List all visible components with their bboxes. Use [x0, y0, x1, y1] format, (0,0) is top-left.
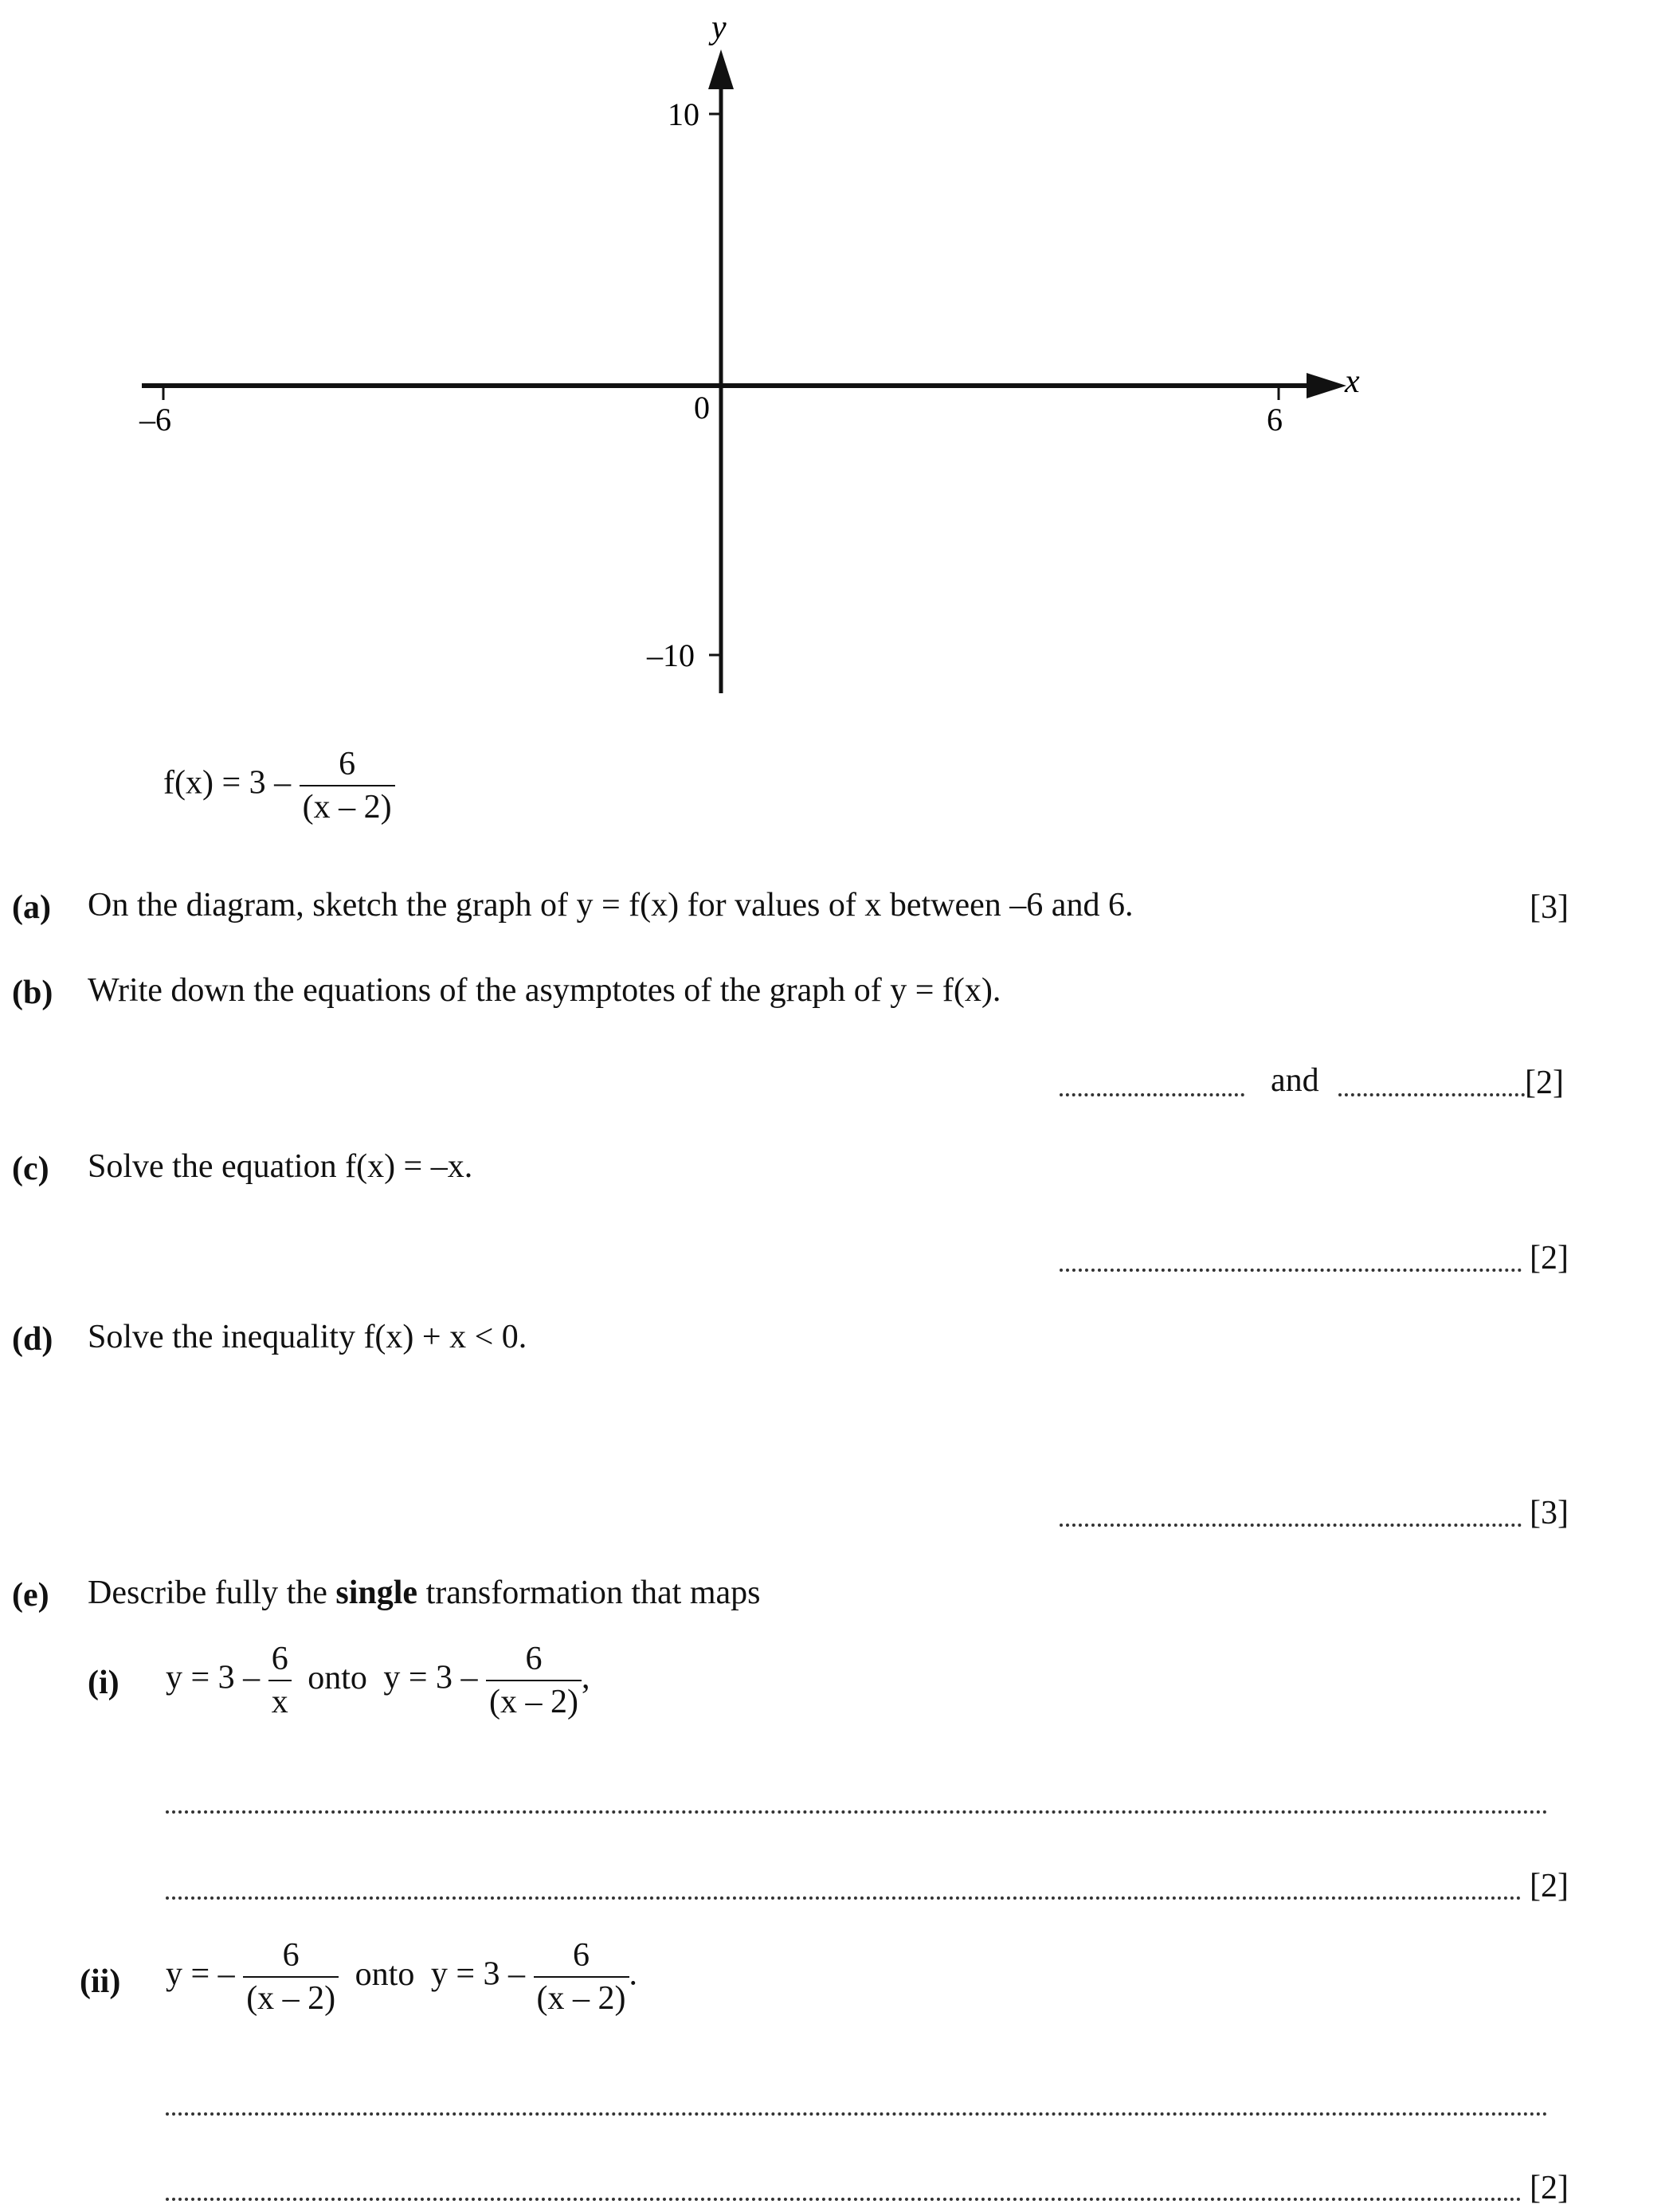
x-axis-label: x — [1345, 363, 1360, 400]
e-ii-lhs-fraction — [243, 1936, 339, 2018]
e-i-lhs-denominator: x — [268, 1680, 292, 1721]
e-ii-rhs-denominator: (x – 2) — [534, 1976, 629, 2018]
question-b-marks: [2] — [1525, 1065, 1564, 1101]
question-e-text — [88, 1576, 760, 1610]
e-i-end: , — [582, 1659, 590, 1696]
answer-e-ii-line-1[interactable] — [166, 2112, 1548, 2116]
e-ii-rhs-numerator: 6 — [573, 1937, 590, 1974]
question-e-ii-expression — [166, 1936, 637, 2018]
question-d-label: (d) — [12, 1321, 53, 1358]
answer-d-line[interactable] — [1060, 1524, 1522, 1527]
x-tick-label-6: 6 — [1267, 402, 1283, 437]
e-i-onto: onto — [308, 1659, 367, 1696]
definition-lhs: f(x) = 3 – — [163, 764, 292, 802]
e-i-lhs-numerator: 6 — [271, 1641, 288, 1677]
question-e-i-expression — [166, 1640, 590, 1721]
answer-b-line-2[interactable] — [1338, 1093, 1525, 1096]
axes-diagram[interactable] — [0, 0, 1673, 717]
answer-b-line-1[interactable] — [1060, 1093, 1244, 1096]
x-tick-label-minus6: –6 — [139, 402, 171, 437]
question-e-ii-label: (ii) — [80, 1963, 121, 2000]
question-c-marks: [2] — [1530, 1240, 1569, 1277]
question-c-text: Solve the equation f(x) = –x. — [88, 1148, 473, 1185]
y-axis-label: y — [711, 10, 727, 46]
e-i-rhs-fraction — [486, 1640, 582, 1721]
question-a-label: (a) — [12, 889, 51, 926]
y-tick-label-minus10: –10 — [647, 637, 695, 673]
question-d-marks: [3] — [1530, 1495, 1569, 1532]
question-b-label: (b) — [12, 975, 53, 1011]
e-ii-lhs-denominator: (x – 2) — [243, 1976, 339, 2018]
e-ii-rhs: y = 3 – — [430, 1955, 526, 1993]
question-e-text-after: transformation that maps — [417, 1575, 761, 1611]
question-b-text: Write down the equations of the asymptotes of the graph of y = f(x). — [88, 972, 1001, 1009]
question-e-i-label: (i) — [88, 1665, 120, 1701]
question-c-label: (c) — [12, 1151, 49, 1187]
e-ii-end: . — [629, 1955, 638, 1993]
answer-e-ii-line-2[interactable] — [166, 2198, 1522, 2201]
x-tick-label-0: 0 — [694, 390, 710, 426]
question-b-and: and — [1271, 1062, 1319, 1099]
answer-e-i-line-2[interactable] — [166, 1896, 1522, 1900]
e-i-lhs: y = 3 – — [166, 1659, 261, 1696]
function-definition — [163, 745, 395, 826]
question-d-text: Solve the inequality f(x) + x < 0. — [88, 1319, 527, 1355]
definition-numerator: 6 — [339, 746, 356, 782]
question-e-text-before: Describe fully the — [88, 1575, 336, 1611]
y-axis-arrowhead — [708, 49, 734, 89]
answer-c-line[interactable] — [1060, 1269, 1522, 1272]
e-i-rhs-numerator: 6 — [525, 1641, 543, 1677]
e-i-lhs-fraction — [268, 1640, 292, 1721]
e-i-rhs-denominator: (x – 2) — [486, 1680, 582, 1721]
y-tick-label-10: 10 — [668, 96, 699, 132]
question-a-marks: [3] — [1530, 889, 1569, 926]
e-i-rhs: y = 3 – — [383, 1659, 478, 1696]
e-ii-lhs-numerator: 6 — [282, 1937, 300, 1974]
question-e-label: (e) — [12, 1577, 49, 1614]
question-a-text: On the diagram, sketch the graph of y = f(x) for values of x between –6 and 6. — [88, 887, 1134, 924]
e-ii-onto: onto — [355, 1955, 415, 1993]
definition-fraction — [300, 745, 395, 826]
question-e-ii-marks: [2] — [1530, 2170, 1569, 2206]
question-e-text-bold: single — [335, 1575, 418, 1611]
question-e-i-marks: [2] — [1530, 1868, 1569, 1904]
answer-e-i-line-1[interactable] — [166, 1810, 1548, 1814]
e-ii-rhs-fraction — [534, 1936, 629, 2018]
x-axis-arrowhead — [1307, 373, 1346, 398]
e-ii-lhs: y = – — [166, 1955, 235, 1993]
definition-denominator: (x – 2) — [300, 785, 395, 826]
